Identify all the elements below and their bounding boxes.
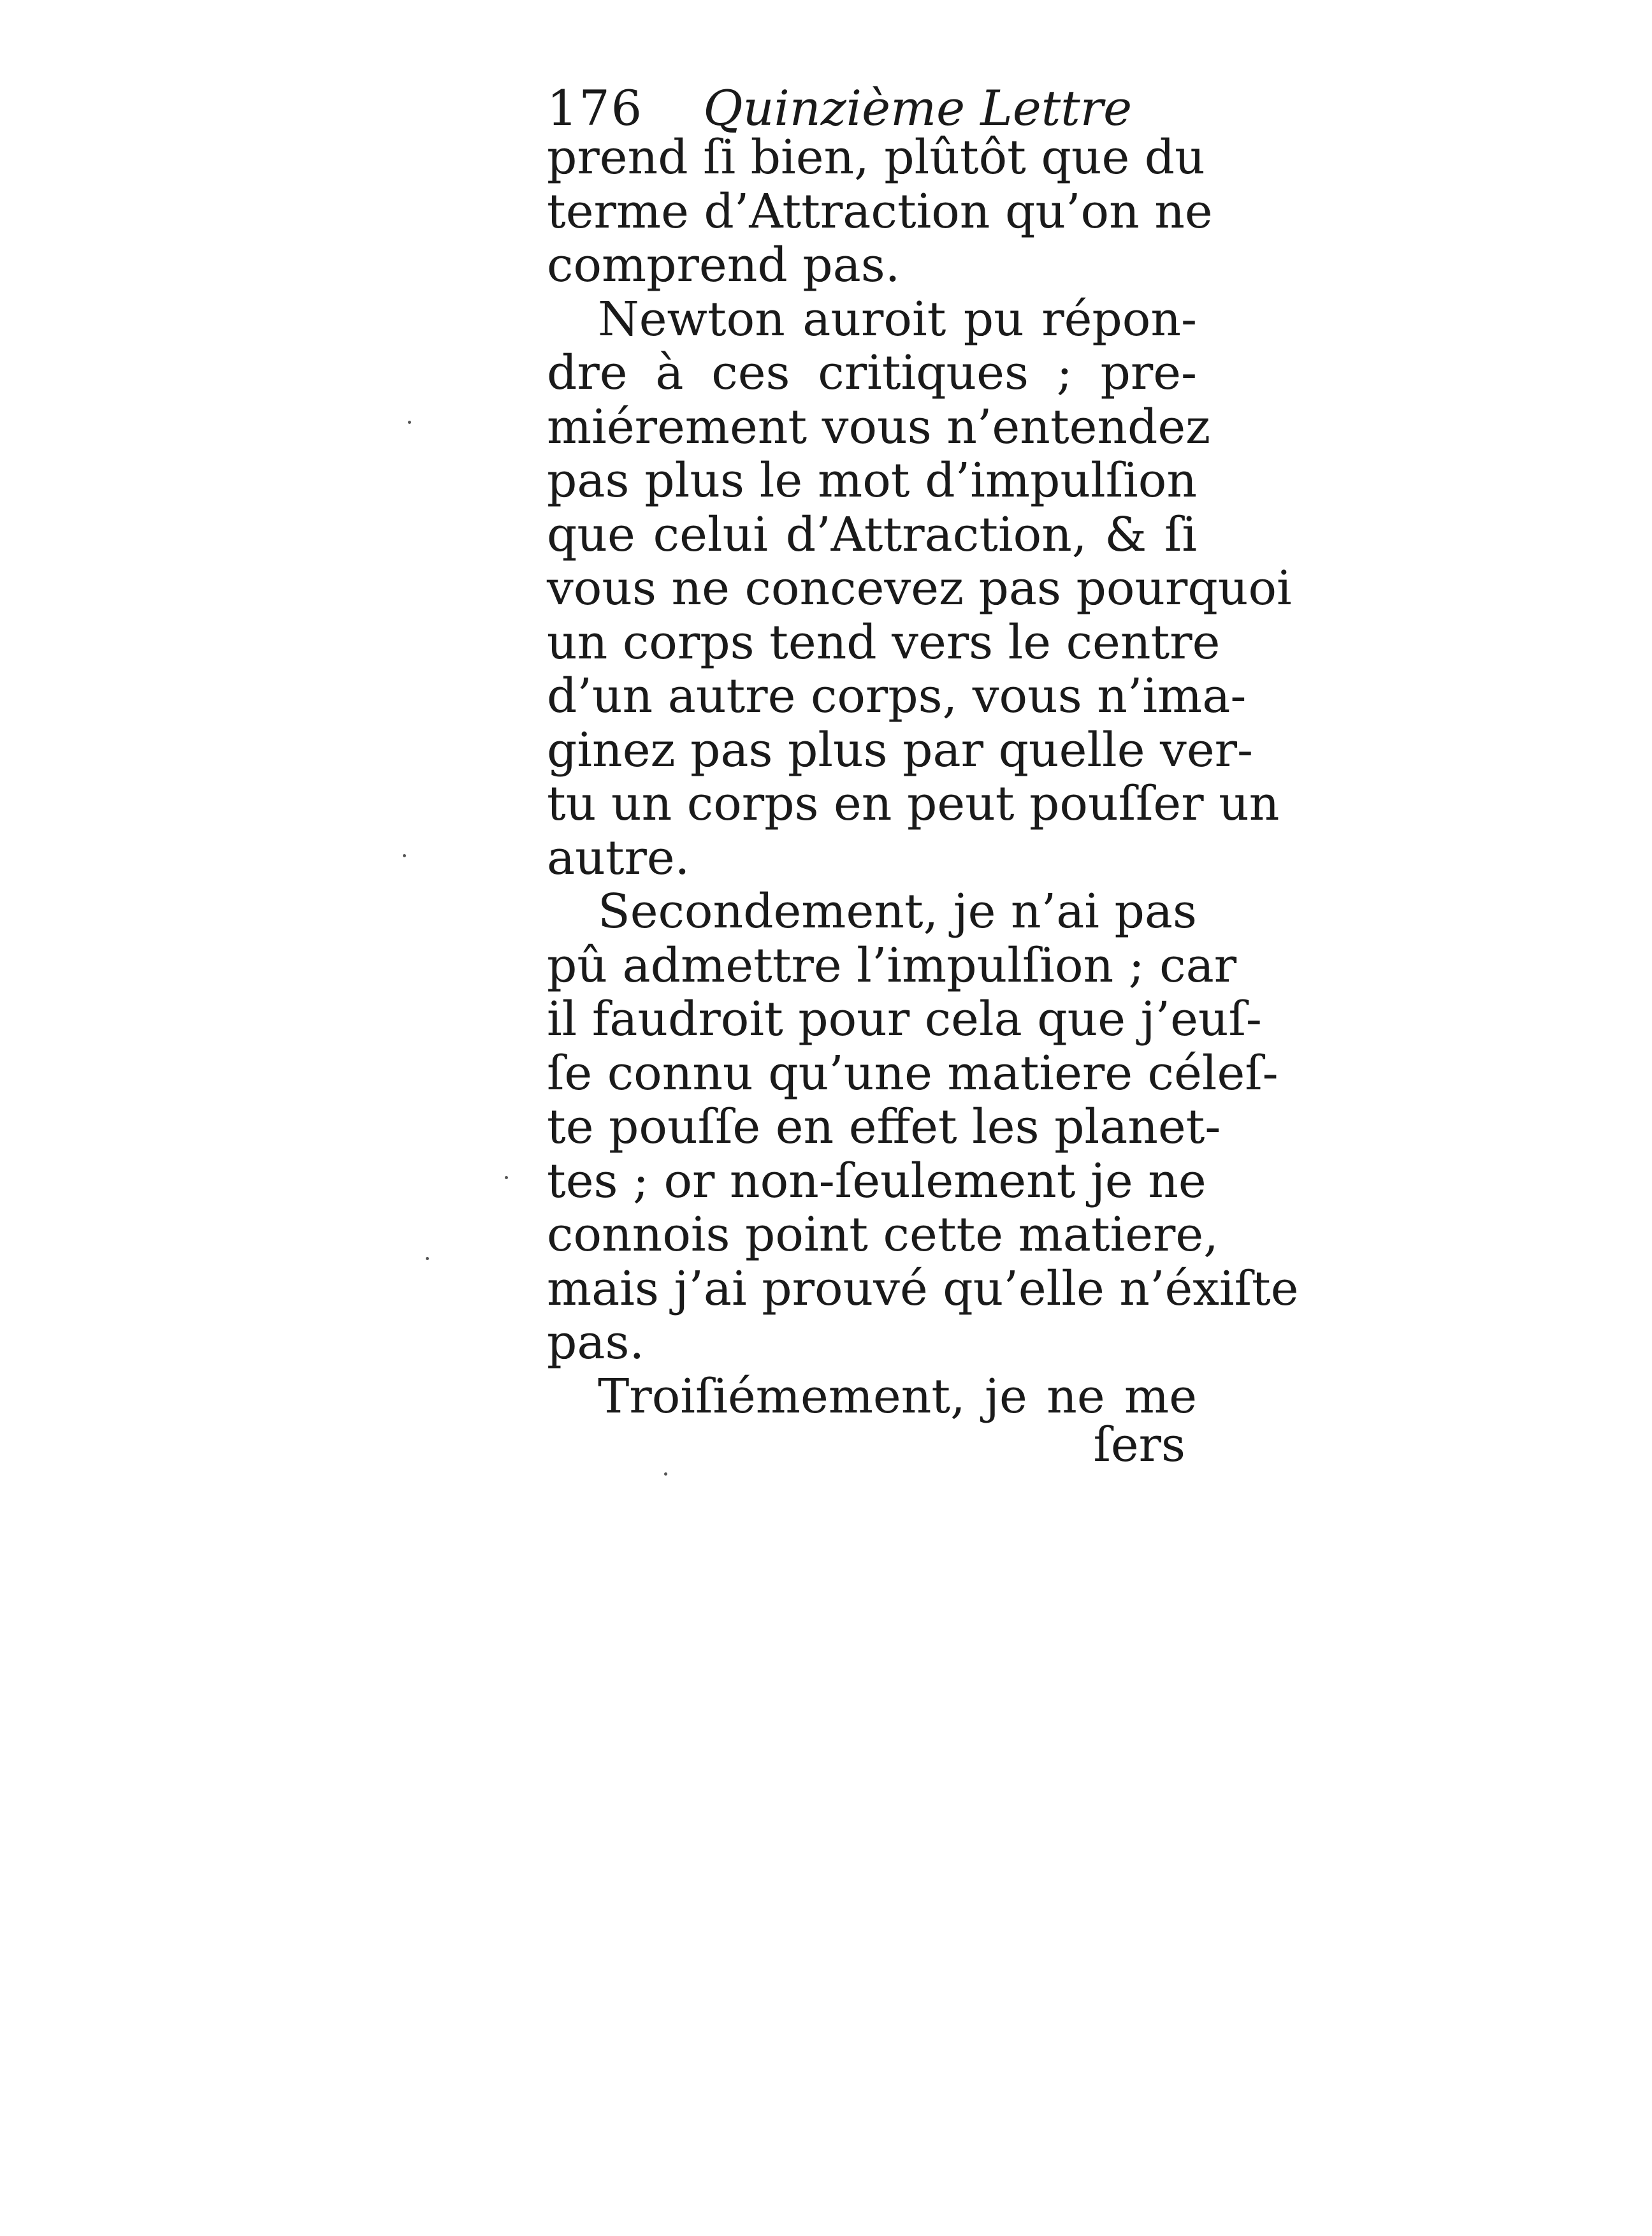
text-line: comprend pas.	[547, 238, 901, 293]
paragraph-first-line: Newton auroit pu répon-	[598, 291, 1197, 347]
text-line: il faudroit pour cela que j’euſ-	[547, 992, 1262, 1047]
catchword: ſers	[1093, 1418, 1185, 1472]
paragraph-first-line: Troiſiémement, je ne me	[598, 1368, 1197, 1424]
text-line: connois point cette matiere,	[547, 1207, 1219, 1262]
text-line: que celui d’Attraction, & ſi	[547, 507, 1197, 562]
paragraph-first-line: Secondement, je n’ai pas	[598, 884, 1197, 939]
text-line: d’un autre corps, vous n’ima-	[547, 669, 1247, 723]
body-text	[547, 130, 1299, 1424]
text-line: ſe connu qu’une matiere céleſ-	[547, 1045, 1279, 1101]
text-line: ginez pas plus par quelle ver-	[547, 722, 1254, 778]
text-line: dre à ces critiques ; pre-	[547, 345, 1197, 400]
page-number: 176	[547, 80, 644, 136]
scan-speck	[505, 1176, 508, 1179]
text-line: pas.	[547, 1315, 644, 1370]
text-line: tu un corps en peut pouſſer un	[547, 776, 1280, 831]
text-line: autre.	[547, 830, 690, 885]
text-line: miérement vous n’entendez	[547, 399, 1211, 454]
text-line: un corps tend vers le centre	[547, 614, 1221, 670]
text-line: pû admettre l’impulſion ; car	[547, 938, 1237, 993]
scan-speck	[426, 1257, 429, 1260]
text-line: te pouſſe en effet les planet-	[547, 1100, 1221, 1154]
scan-speck	[403, 854, 406, 857]
text-line: mais j’ai prouvé qu’elle n’éxiſte	[547, 1261, 1299, 1316]
text-line: prend ſi bien, plûtôt que du	[547, 130, 1205, 185]
text-line: terme d’Attraction qu’on ne	[547, 184, 1213, 239]
scan-speck	[408, 421, 411, 424]
text-line: tes ; or non-ſeulement je ne	[547, 1153, 1206, 1209]
scan-speck	[664, 1472, 667, 1476]
running-title: Quinzième Lettre	[703, 80, 1133, 136]
text-line: vous ne concevez pas pourquoi	[547, 561, 1292, 616]
text-line: pas plus le mot d’impulſion	[547, 453, 1197, 508]
